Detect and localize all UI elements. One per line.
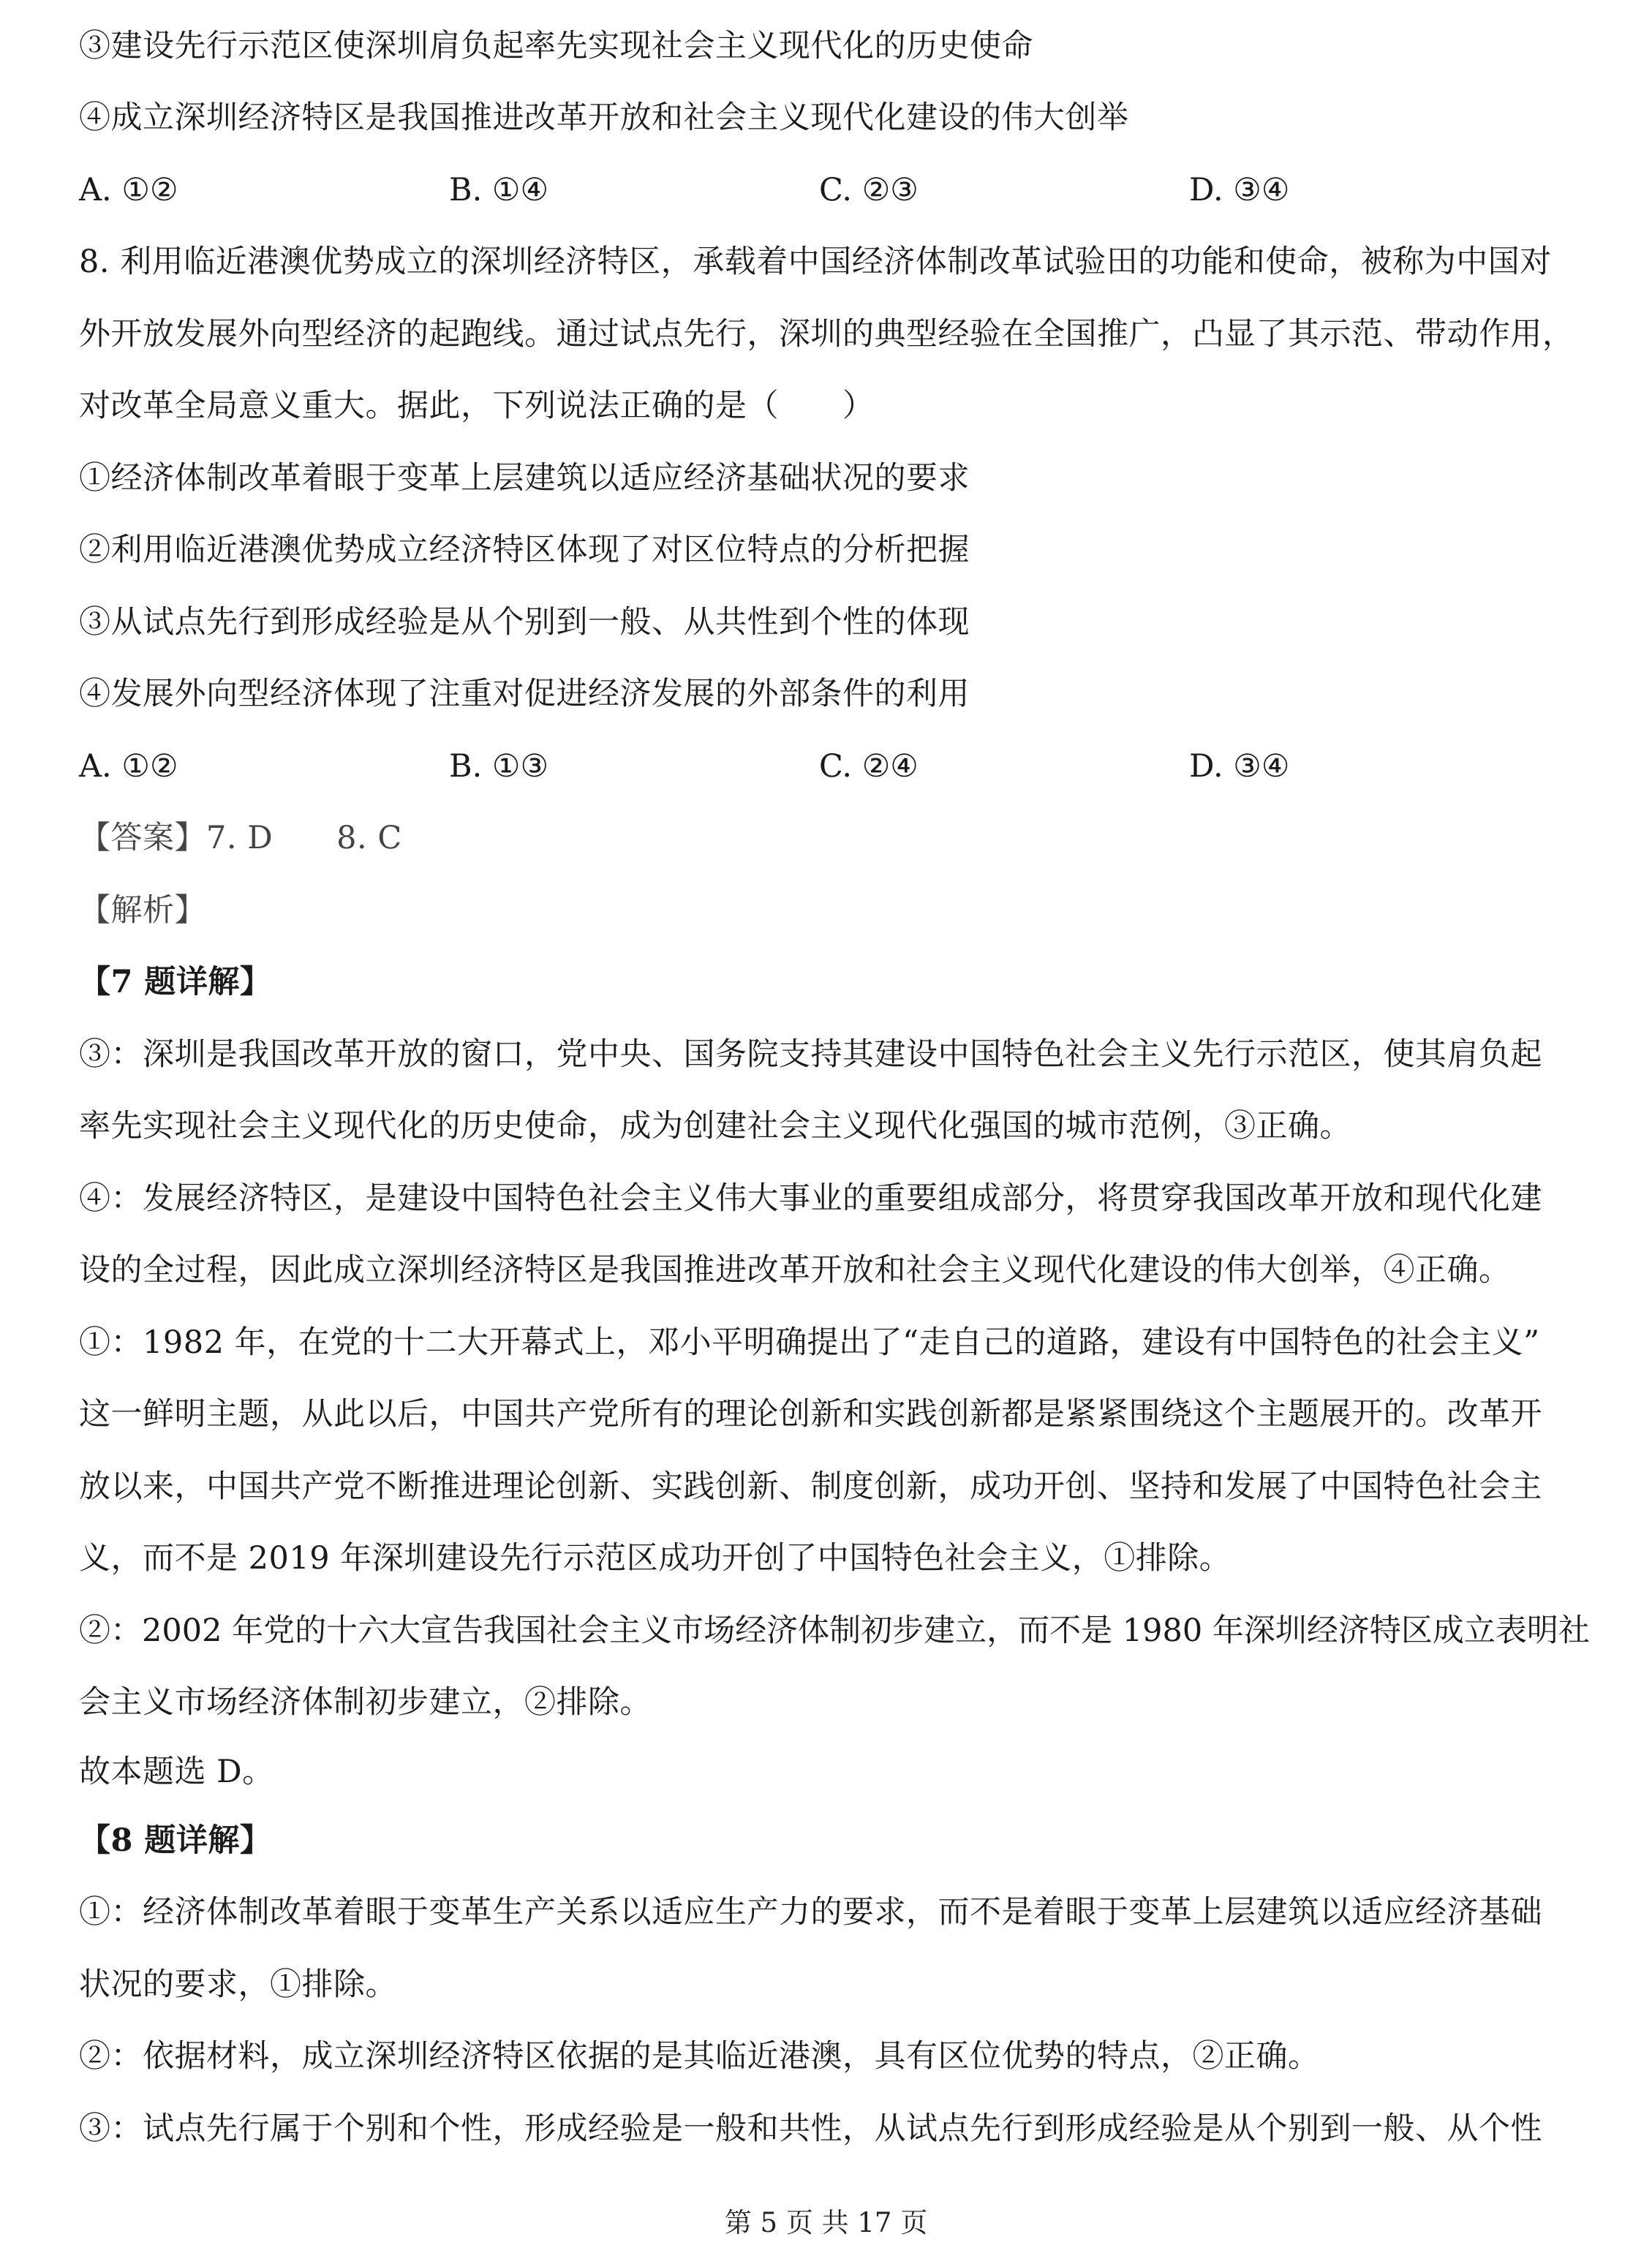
q8-detail-line: ①：经济体制改革着眼于变革生产关系以适应生产力的要求，而不是着眼于变革上层建筑以适应经济基础 [79,1894,1542,1931]
q8-stem-line-3: 对改革全局意义重大。据此，下列说法正确的是（ ） [79,388,875,424]
q7-detail-line: 率先实现社会主义现代化的历史使命，成为创建社会主义现代化强国的城市范例，③正确。 [79,1108,1351,1144]
q8-option-d: D. ③④ [1189,748,1290,785]
q8-stem-line-2: 外开放发展外向型经济的起跑线。通过试点先行，深圳的典型经验在全国推广，凸显了其示范、带动作用， [79,316,1574,352]
q8-option-a: A. ①② [79,748,178,785]
q8-statement-2: ②利用临近港澳优势成立经济特区体现了对区位特点的分析把握 [79,532,970,568]
q7-detail-line: ①：1982 年，在党的十二大开幕式上，邓小平明确提出了“走自己的道路，建设有中国特色的社会主义” [79,1324,1540,1361]
q7-option-a: A. ①② [79,172,178,208]
q7-detail-line: 会主义市场经济体制初步建立，②排除。 [79,1684,652,1721]
q8-statement-4: ④发展外向型经济体现了注重对促进经济发展的外部条件的利用 [79,676,970,712]
q8-detail-line: 状况的要求，①排除。 [79,1966,397,2003]
q7-detail-line: ③：深圳是我国改革开放的窗口，党中央、国务院支持其建设中国特色社会主义先行示范区，使其肩负起 [79,1036,1542,1073]
analysis-label: 【解析】 [79,892,206,929]
q7-detail-line: 义，而不是 2019 年深圳建设先行示范区成功开创了中国特色社会主义，①排除。 [79,1540,1232,1577]
q8-statement-3: ③从试点先行到形成经验是从个别到一般、从共性到个性的体现 [79,604,970,641]
q7-detail-heading: 【7 题详解】 [79,964,272,1000]
q7-detail-line: 放以来，中国共产党不断推进理论创新、实践创新、制度创新，成功开创、坚持和发展了中国特色社会主 [79,1468,1542,1505]
q8-detail-line: ②：依据材料，成立深圳经济特区依据的是其临近港澳，具有区位优势的特点，②正确。 [79,2038,1320,2075]
q7-detail-line: ④：发展经济特区，是建设中国特色社会主义伟大事业的重要组成部分，将贯穿我国改革开放和现代化建 [79,1180,1542,1217]
q8-detail-heading: 【8 题详解】 [79,1822,272,1859]
q7-conclusion: 故本题选 D。 [79,1754,274,1790]
q8-option-b: B. ①③ [449,748,549,785]
q7-statement-3: ③建设先行示范区使深圳肩负起率先实现社会主义现代化的历史使命 [79,28,1033,64]
q7-detail-line: 设的全过程，因此成立深圳经济特区是我国推进改革开放和社会主义现代化建设的伟大创举，④正确。 [79,1252,1511,1288]
q7-detail-line: ②：2002 年党的十六大宣告我国社会主义市场经济体制初步建立，而不是 1980 年深圳经济特区成立表明社 [79,1612,1590,1649]
q8-stem-line-1: 8. 利用临近港澳优势成立的深圳经济特区，承载着中国经济体制改革试验田的功能和使命，被称为中国对 [79,244,1552,280]
q7-statement-4: ④成立深圳经济特区是我国推进改革开放和社会主义现代化建设的伟大创举 [79,99,1129,136]
answer-line: 【答案】7. D 8. C [79,820,402,856]
q8-detail-line: ③：试点先行属于个别和个性，形成经验是一般和共性，从试点先行到形成经验是从个别到一般、从个性 [79,2110,1542,2147]
q7-option-b: B. ①④ [449,172,549,208]
q8-option-c: C. ②④ [819,748,919,785]
q8-statement-1: ①经济体制改革着眼于变革上层建筑以适应经济基础状况的要求 [79,460,970,497]
page-footer: 第 5 页 共 17 页 [724,2207,928,2238]
q7-option-d: D. ③④ [1189,172,1290,208]
q7-detail-line: 这一鲜明主题，从此以后，中国共产党所有的理论创新和实践创新都是紧紧围绕这个主题展开的。改革开 [79,1396,1542,1433]
q7-option-c: C. ②③ [819,172,919,208]
